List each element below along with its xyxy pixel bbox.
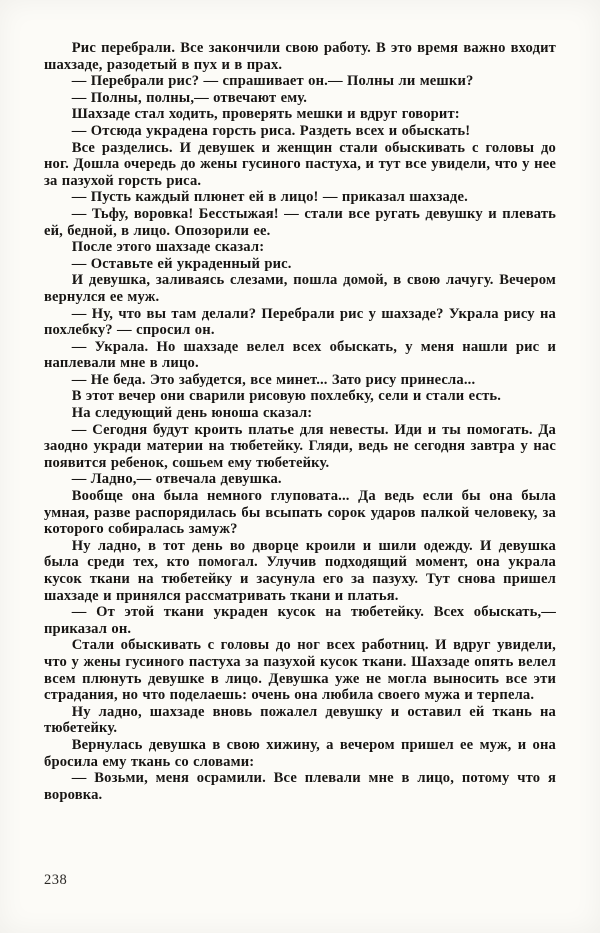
paragraph: — Оставьте ей украденный рис.	[71, 255, 292, 272]
paragraph: — От этой ткани украден кусок на тюбетейку. Всех обыскать,— приказал он.	[44, 604, 556, 637]
paragraph: — Не беда. Это забудется, все минет... Зато рису принесла...	[71, 371, 476, 388]
paragraph: В этот вечер они сварили рисовую похлебку, сели и стали есть.	[71, 388, 502, 405]
paragraph: На следующий день юноша сказал:	[71, 405, 313, 422]
paragraph: — Полны, полны,— отвечают ему.	[71, 89, 308, 106]
paragraph: — Отсюда украдена горсть риса. Раздеть всех и обыскать!	[71, 122, 471, 139]
paragraph: — Перебрали рис? — спрашивает он.— Полны ли мешки?	[71, 73, 474, 90]
paragraph: Шахзаде стал ходить, проверять мешки и вдруг говорит:	[71, 106, 460, 123]
paragraph: — Сегодня будут кроить платье для невесты. Иди и ты помогать. Да заодно укради материи на тюбетейку. Гляди, ведь не сегодня завтра у нас появится ребенок, сошьем ему тюбетейку.	[44, 421, 556, 471]
paragraph: Вообще она была немного глуповата... Да ведь если бы она была умная, разве распорядилась бы всыпать сорок ударов палкой человеку, за которого собиралась замуж?	[44, 488, 556, 538]
story-text	[44, 40, 556, 803]
paragraph: После этого шахзаде сказал:	[71, 239, 265, 256]
paragraph: Все разделись. И девушек и женщин стали обыскивать с головы до ног. Дошла очередь до жены гусиного пастуха, и тут все увидели, что у нее за пазухой горсть риса.	[44, 139, 556, 189]
page-number: 238	[44, 872, 68, 888]
paragraph: — Ну, что вы там делали? Перебрали рис у шахзаде? Украла рису на похлебку? — спросил он.	[44, 305, 556, 339]
paragraph: — Украла. Но шахзаде велел всех обыскать, у меня нашли рис и наплевали мне в лицо.	[44, 338, 556, 372]
paragraph: Вернулась девушка в свою хижину, а вечером пришел ее муж, и она бросила ему ткань со словами:	[44, 736, 556, 770]
paragraph: Ну ладно, шахзаде вновь пожалел девушку и оставил ей ткань на тюбетейку.	[44, 703, 556, 737]
paragraph: — Пусть каждый плюнет ей в лицо! — приказал шахзаде.	[71, 189, 468, 206]
paragraph: Рис перебрали. Все закончили свою работу. В это время важно входит шахзаде, разодетый в пух и в прах.	[44, 40, 556, 73]
paragraph: — Ладно,— отвечала девушка.	[71, 471, 282, 488]
paragraph: — Возьми, меня осрамили. Все плевали мне в лицо, потому что я воровка.	[44, 770, 556, 803]
paragraph: Стали обыскивать с головы до ног всех работниц. И вдруг увидели, что у жены гусиного пастуха за пазухой кусок ткани. Шахзаде опять велел всем плюнуть девушке в лицо. Девушка уже не могла выносить все эти страдания, но что поделаешь: очень она любила своего мужа и терпела.	[44, 637, 556, 704]
paragraph: Ну ладно, в тот день во дворце кроили и шили одежду. И девушка была среди тех, кто помогал. Улучив подходящий момент, она украла кусок ткани на тюбетейку и засунула его за пазуху. Тут снова пришел шахзаде и принялся рассматривать ткани и платья.	[44, 537, 556, 604]
paragraph: — Тьфу, воровка! Бесстыжая! — стали все ругать девушку и плевать ей, бедной, в лицо. Опозорили ее.	[44, 205, 556, 239]
paragraph: И девушка, заливаясь слезами, пошла домой, в свою лачугу. Вечером вернулся ее муж.	[44, 272, 556, 305]
